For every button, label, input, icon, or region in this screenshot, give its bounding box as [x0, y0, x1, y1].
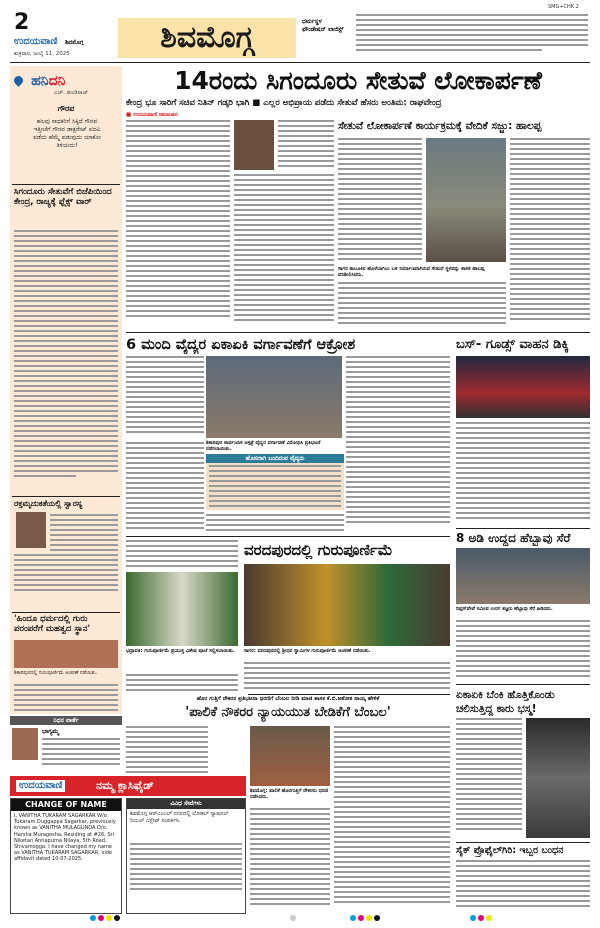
car-headline: ಏಕಾಏಕಿ ಬೆಂಕಿ ಹೊತ್ತಿಕೊಂಡು ಚಲಿಸುತ್ತಿದ್ದ ಕಾರು ಭಸ್ಮ! — [456, 689, 555, 715]
workers-kicker: ಹೊರ ಗುತ್ತಿಗೆ ನೌಕರರ ಪ್ರತಿಭಟನಾ ಧರಣಿಗೆ ಬೆಂಬಲ ನೀಡಿ ಮಾಜಿ ಶಾಸಕ ಕೆ.ಬಿ.ಅಶೋಕ ನಾಯ್ಕ ಹೇಳಿಕೆ — [196, 696, 380, 702]
date-line: ಶುಕ್ರವಾರ, ಜುಲೈ 11, 2025 — [14, 51, 70, 57]
guru-right-caption: ಸಾಗರ: ವರದಪುರದಲ್ಲಿ ಶ್ರೀಧರ ಸ್ವಾಮಿಗಳ ಗುರುಪೂರ್ಣಿಮೆ ಆಚರಣೆ ನಡೆಯಿತು. — [244, 648, 371, 654]
lead-text-col3 — [278, 120, 334, 170]
classified-label-right: ನಮ್ಮ ಕ್ಲಾಸಿಫೈಡ್ — [96, 779, 154, 792]
profile-headline: ಸೈಕ್ ಪ್ರೊಫೈಲ್‌ಗಿರಿ: ಇಬ್ಬರ ಬಂಧನ — [456, 845, 564, 856]
edition-title: ಶಿವಮೊಗ್ಗ — [160, 20, 254, 55]
obituary — [10, 716, 122, 774]
classified-banner — [10, 776, 246, 796]
lead-byline: ■ ಉದಯವಾಣಿ ಸಮಾಚಾರ — [126, 112, 178, 118]
doctors-caption: ಶಿಕಾರಿಪುರ ಸಾರ್ವಜನಿಕ ಆಸ್ಪತ್ರೆ ವೈದ್ಯರ ವರ್ಗಾವಣೆ ವಿರೋಧಿಸಿ ಪ್ರತಿಭಟನೆ ನಡೆಸಲಾಯಿತು. — [206, 440, 321, 452]
sidebar-story3-photo — [14, 640, 118, 668]
lead-subhead: ಕೇಂದ್ರ ಭೂ ಸಾರಿಗೆ ಸಚಿವ ನಿತಿನ್ ಗಡ್ಕರಿ ಭಾಗಿ ■ ಎಲ್ಲರ ಅಭಿಪ್ರಾಯ ಪಡೆದು ಸೇತುವೆ ಹೆಸರು ಅಂತಿಮ: ರಾಘವೇಂದ್ರ — [126, 98, 442, 108]
car-photo — [526, 718, 590, 838]
page-number: 2 — [14, 10, 30, 35]
lead-text-col1 — [126, 120, 230, 330]
guru-left-text — [126, 540, 238, 570]
brand-author: ಎಚ್. ಡುಂಡಿರಾಜ್ — [54, 90, 89, 96]
doctors-text-col3 — [346, 356, 450, 532]
masthead — [0, 0, 600, 62]
drop-icon — [12, 74, 25, 87]
guru-left-photo — [126, 572, 238, 646]
doctors-text-col1 — [126, 356, 204, 438]
sidebar-story3-headline: 'ಹಿಂದೂ ಧರ್ಮದಲ್ಲಿ ಗುರು ಪರಂಪರೆಗೆ ಮಹತ್ವದ ಸ್ಥಾನ' — [14, 614, 91, 634]
workers-caption: ಶಿವಮೊಗ್ಗ: ಪಾಲಿಕೆ ಹೊರಗುತ್ತಿಗೆ ನೌಕರರು ಧರಣಿ ನಡೆಸಿದರು. — [250, 788, 329, 800]
edition-code: SMG+CHK 2 — [548, 4, 579, 10]
poem-text: ಹಲವು ಸಾಧಕರಿಗೆ ಸಿಕ್ಕಿದೆ ಗೌರವ ಇತ್ತೀಚೆಗೆ ಗೌರವ ಡಾಕ್ಟರೇಟ್ ಪದವಿ ಪಡೆದು ಹೆಮ್ಮೆ ಪಡುವುದು ಯಾಕೋ ತಿಳಿಯದು! — [33, 118, 101, 149]
lead-group-photo — [426, 138, 506, 262]
classified-label-left: ಉದಯವಾಣಿ — [16, 780, 65, 792]
services-text: ಶಿವಮೊಗ್ಗ ಆರ್‌ಎಂಎಲ್ ನಗರದಲ್ಲಿ ಲೋಕಲ್ ನ್ಯಾಷನಲ್ ರಿಯಲ್ ಎಸ್ಟೇಟ್ ಸಂಪರ್ಕಿಸಿ. — [130, 811, 229, 824]
snake-caption: ರಿಪ್ಪನ್‌ಪೇಟೆ ಸಮೀಪ ಉರಗ ತಜ್ಞರು ಹೆಬ್ಬಾವು ಸೆರೆ ಹಿಡಿದರು. — [456, 606, 553, 612]
profile-text — [456, 860, 590, 912]
doctors-info-box — [206, 454, 344, 510]
guru-left-caption: ಭದ್ರಾವತಿ: ಗುರುಪೂರ್ಣಿಮೆ ಪ್ರಯುಕ್ತ ವಿಶೇಷ ಪೂಜೆ ಸಲ್ಲಿಸಲಾಯಿತು. — [126, 648, 235, 654]
sidebar-portrait-photo — [16, 512, 46, 548]
doctors-text-under-box — [206, 514, 344, 534]
bus-text — [456, 422, 590, 526]
guru-left-text-b — [126, 674, 238, 692]
snake-headline: 8 ಅಡಿ ಉದ್ದದ ಹೆಬ್ಬಾವು ಸೆರೆ — [456, 531, 571, 545]
poem-title: ಗೌರವ — [57, 104, 75, 113]
obit-text — [42, 738, 120, 772]
workers-headline: 'ಪಾಲಿಕೆ ನೌಕರರ ನ್ಯಾಯಯುತ ಬೇಡಿಕೆಗೆ ಬೆಂಬಲ' — [185, 705, 391, 720]
registration-marks — [90, 914, 510, 922]
brand-suffix: ದನಿ — [48, 73, 66, 89]
change-of-name-text: I, VANITHA TUKARAM SAGARKAR W/o. Tukaram Duggappa Sagarkar, previously known as VANITHA MULAGUNDA D/o. Harsha Muragesha, Residing at #26, Sri Niketan Annapurna Nilaya, 5th Road, Shivamogga. I have changed my name as VANITHA TUKARAM SAGARKAR, vide affidavit dated 10-07-2025. — [14, 813, 116, 863]
brand-prefix: ಹನಿ — [31, 73, 49, 89]
workers-text-col1b — [250, 808, 330, 912]
doctors-box-title: ಹೊಸದಾಗಿ ಬಂದಿರುವ ವೈದ್ಯರು — [206, 454, 344, 463]
lead-second-headline: ಸೇತುವೆ ಲೋಕಾರ್ಪಣೆ ಕಾರ್ಯಕ್ರಮಕ್ಕೆ ವೇದಿಕೆ ಸಜ್ಜು: ಹಾಲಪ್ಪ — [338, 120, 542, 132]
snake-text — [456, 620, 590, 682]
lead-text-col2 — [234, 174, 334, 330]
paper-name — [14, 36, 84, 47]
sidebar-story1-headline: ಸಿಗಂದೂರು ಸೇತುವೆಗೆ ಬಿಜೆಪಿಯಿಂದ ಕೇಂದ್ರ, ರಾಜ್ಯಕ್ಕೆ ಫ್ಲೆಕ್ಸ್ ವಾರ್ — [14, 187, 112, 207]
car-text — [456, 718, 522, 838]
lead-portrait-photo — [234, 120, 274, 170]
hani-dani-brand — [14, 70, 118, 92]
workers-text-col1 — [126, 726, 208, 776]
bus-photo — [456, 356, 590, 418]
obit-name: ಭಾಗ್ಯಮ್ಮ — [42, 728, 59, 735]
sidebar-story1-text — [14, 230, 118, 492]
lead-second-text-bottom — [338, 282, 506, 328]
guru-right-photo — [244, 564, 450, 646]
services-title: ವಿವಿಧ ಸೇವೆಗಳು — [127, 799, 245, 809]
lead-photo-caption: ಸಾಗರ ತಾಲೂಕಿನ ಹೊಳೆಬಾಗಿಲು ಬಳಿ ನಿರ್ಮಾಣವಾಗಿರುವ ಸೇತುವೆ ಸ್ಥಳವನ್ನು ಶಾಸಕ ಹಾಲಪ್ಪ ಪರಿಶೀಲಿಸಿದರು. — [338, 266, 485, 278]
lead-headline: 14ರಂದು ಸಿಗಂದೂರು ಸೇತುವೆ ಲೋಕಾರ್ಪಣೆ — [174, 66, 542, 95]
edition-title-box — [118, 18, 296, 58]
change-of-name-ad — [10, 798, 122, 914]
services-ad — [126, 798, 246, 914]
doctors-headline: 6 ಮಂದಿ ವೈದ್ಯರ ಏಕಾಏಕಿ ವರ್ಗಾವಣೆಗೆ ಆಕ್ರೋಶ — [126, 337, 356, 353]
obit-label: ನಿಧನ ವಾರ್ತೆ — [10, 716, 122, 725]
lead-second-text — [338, 138, 422, 266]
paper-name-main: ಉದಯವಾಣಿ — [14, 36, 58, 47]
side-title: ಧರ್ಮಸ್ಥಳ ಫೌಂಡೇಷನ್ ಲಾಜಿಸ್ಟ್ — [302, 18, 344, 33]
guru-headline: ವರದಪುರದಲ್ಲಿ ಗುರುಪೂರ್ಣಿಮೆ — [244, 541, 393, 559]
lead-second-text-right — [510, 138, 590, 328]
guru-right-text — [244, 662, 450, 692]
sidebar-story3-caption: ಶಿಕಾರಿಪುರದಲ್ಲಿ ಗುರುಪೂರ್ಣಿಮೆ ಆಚರಣೆ ನಡೆಯಿತು. — [14, 670, 98, 676]
doctors-text-col1b — [126, 442, 204, 534]
change-of-name-title: CHANGE OF NAME — [11, 799, 121, 811]
sidebar-story3-text — [14, 684, 118, 712]
left-sidebar — [10, 66, 122, 714]
doctors-photo — [206, 356, 342, 438]
workers-text-col2 — [334, 726, 450, 912]
bus-headline: ಬಸ್- ಗೂಡ್ಸ್ ವಾಹನ ಡಿಕ್ಕಿ — [456, 337, 569, 352]
sidebar-story2-text-b — [14, 554, 118, 608]
sidebar-story2-headline: ರಕ್ತಮೃದುಕತೆಯಲ್ಲಿ ಸ್ವಾರಸ್ಯ — [14, 499, 83, 508]
workers-photo — [250, 726, 330, 786]
paper-name-suffix: ಶಿವಮೊಗ್ಗ — [64, 39, 84, 46]
snake-photo — [456, 548, 590, 604]
obit-photo — [12, 728, 38, 760]
masthead-brief — [356, 14, 588, 58]
